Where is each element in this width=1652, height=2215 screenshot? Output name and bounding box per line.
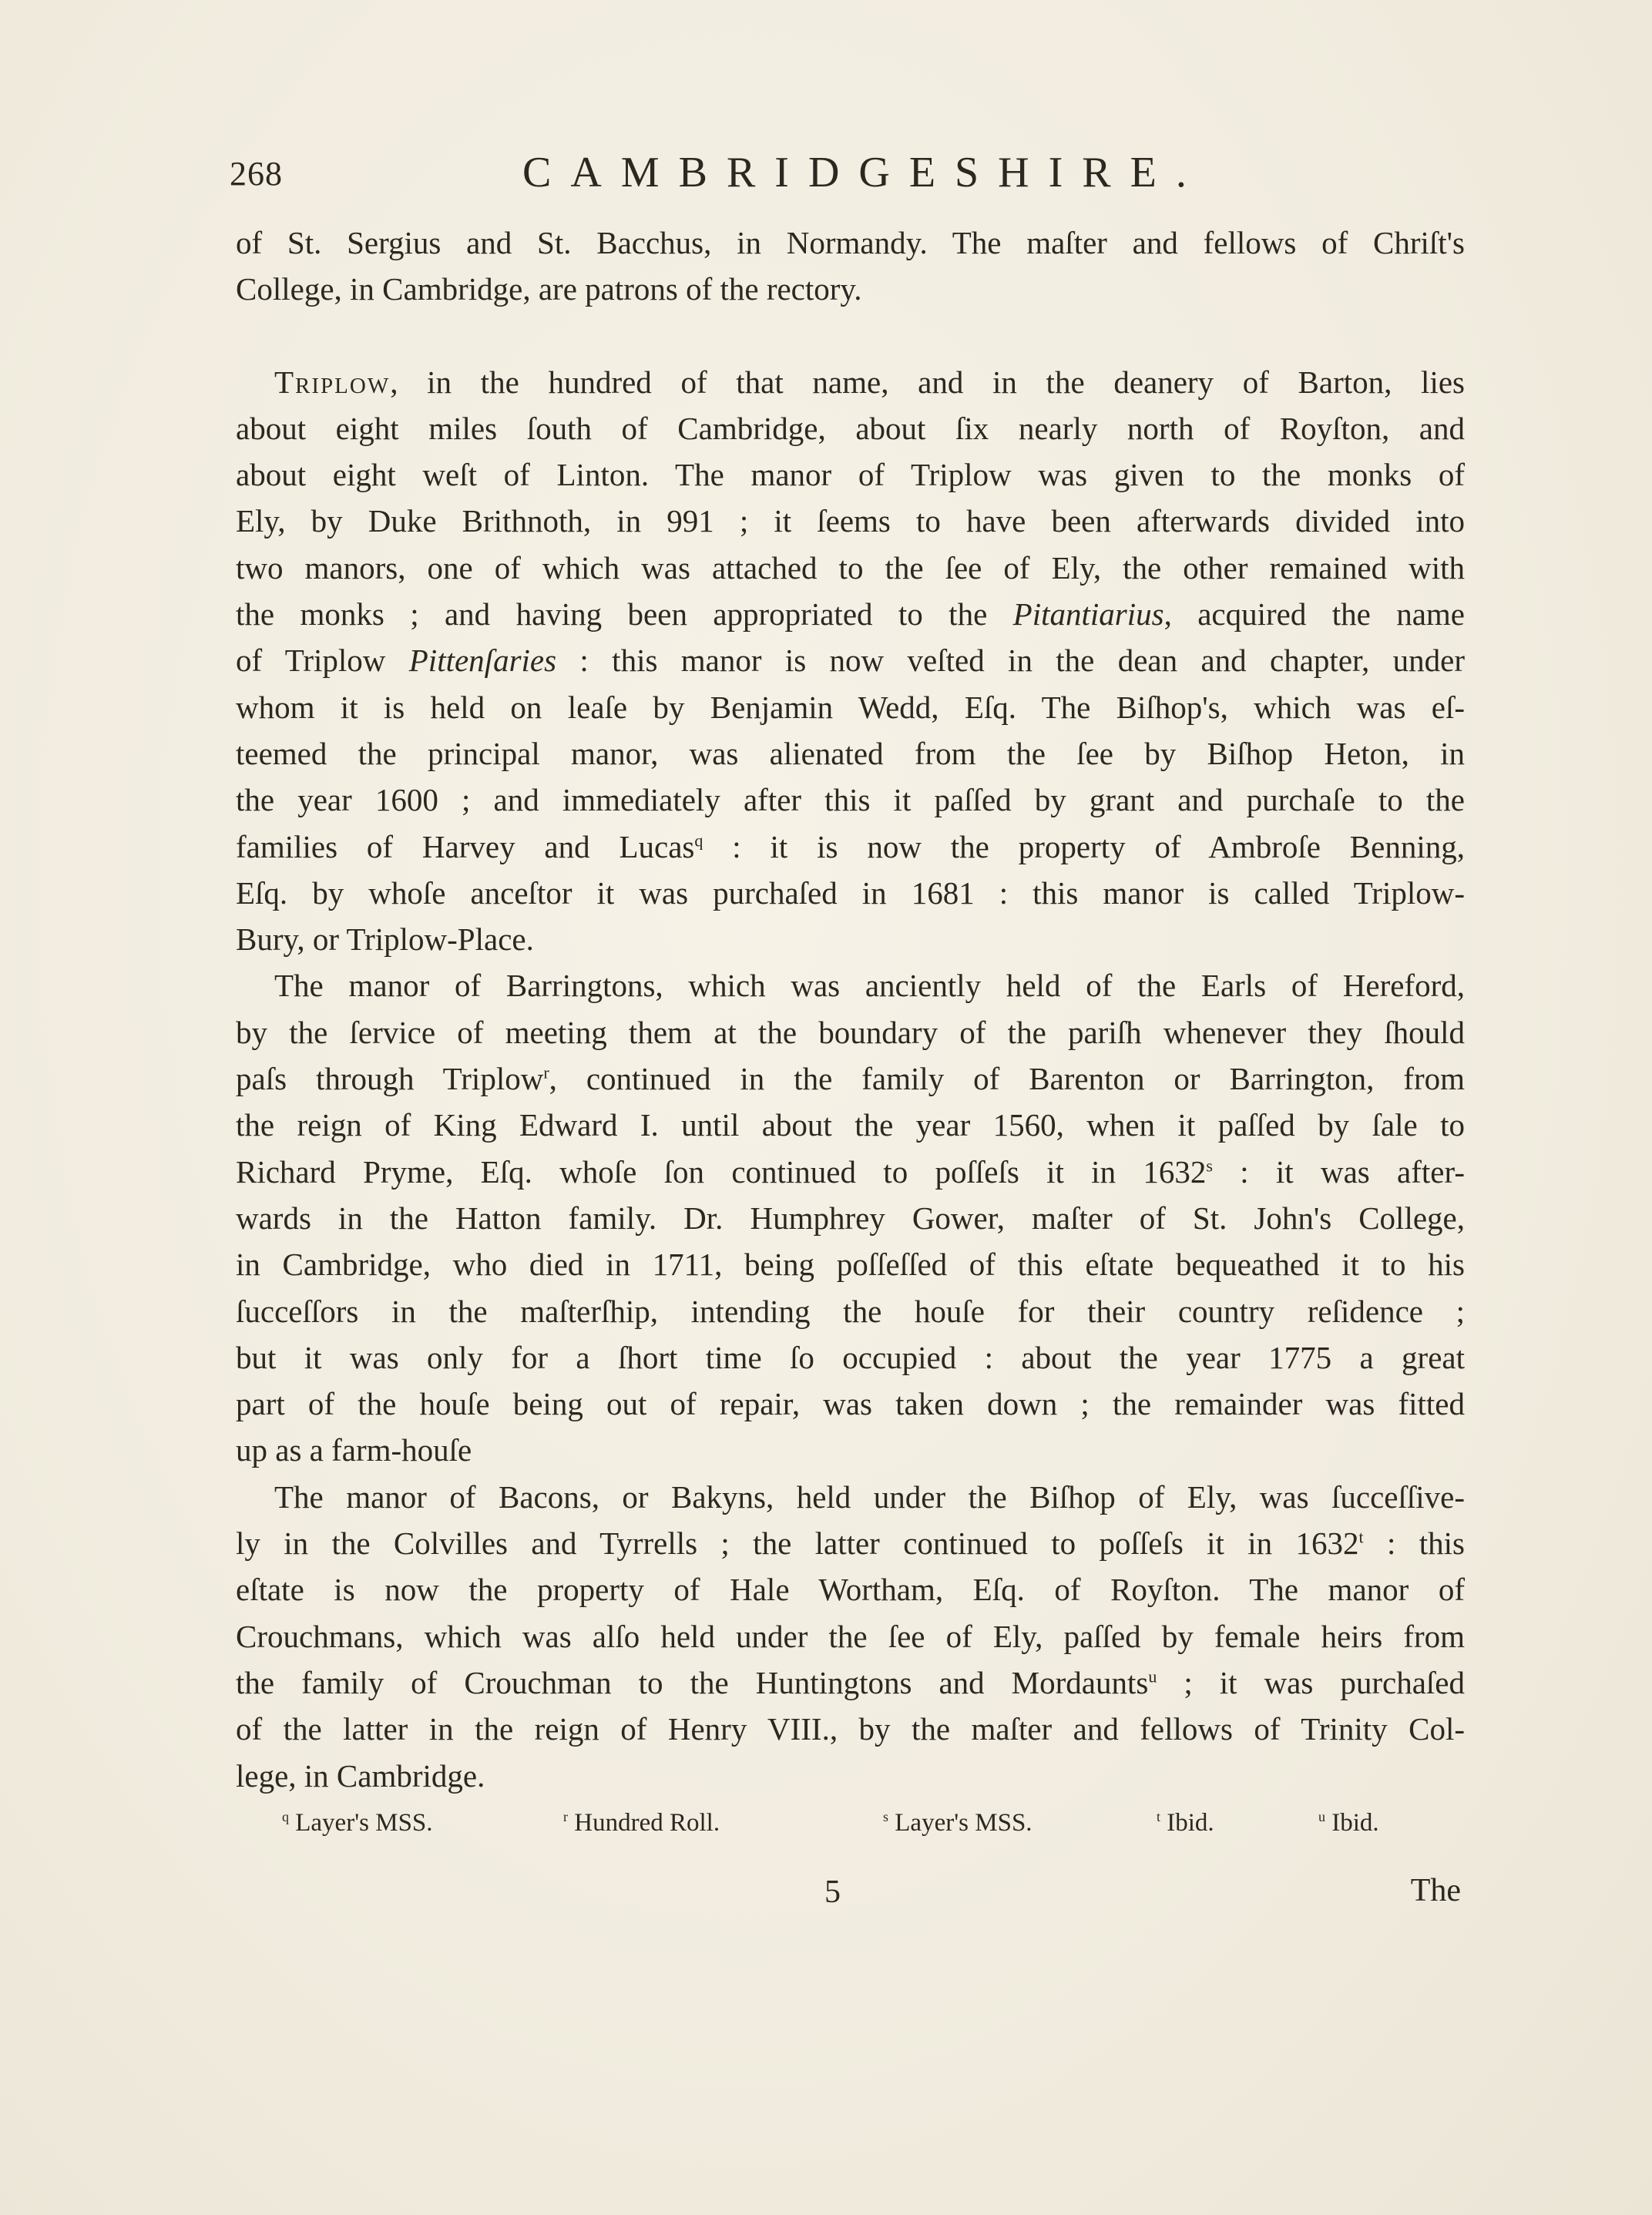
text-line: wards in the Hatton family. Dr. Humphrey Gower, maſter of St. John's College, <box>236 1200 1465 1236</box>
text-fragment: : it is now the property of Ambroſe Benning, <box>703 828 1465 864</box>
footnote-mark: u <box>1318 1809 1325 1824</box>
text-fragment: the monks ; and having been appropriated to the <box>236 596 1013 633</box>
text-fragment: : this <box>1363 1525 1465 1562</box>
text-fragment: , in the hundred of that name, and in the deanery of Barton, lies <box>390 364 1465 400</box>
text-line: lege, in Cambridge. <box>236 1757 485 1794</box>
text-line: The manor of Barringtons, which was anciently held of the Earls of Hereford, <box>274 968 1465 1004</box>
text-line <box>236 824 1465 870</box>
text-line <box>236 1520 1465 1566</box>
footnote-mark: t <box>1157 1809 1161 1824</box>
text-line <box>236 1149 1465 1195</box>
text-line: of St. Sergius and St. Bacchus, in Normandy. The maſter and fellows of Chriſt's <box>236 225 1465 260</box>
text-fragment: ; it was purchaſed <box>1157 1664 1466 1700</box>
text-fragment: paſs through Triplow <box>236 1061 544 1097</box>
text-fragment: , continued in the family of Barenton or Barrington, from <box>549 1061 1465 1097</box>
text-line <box>236 637 1465 683</box>
footnote-text: Ibid. <box>1160 1809 1214 1837</box>
text-fragment: : this manor is now veſted in the dean and chapter, under <box>556 643 1465 679</box>
place-name-triplow: Triplow <box>274 364 391 400</box>
text-line: in Cambridge, who died in 1711, being poſſeſſed of this eſtate bequeathed it to his <box>236 1247 1465 1283</box>
running-head: CAMBRIDGESHIRE. <box>522 149 1206 196</box>
footnote-text: Layer's MSS. <box>888 1809 1032 1837</box>
text-line: up as a farm-houſe <box>236 1432 472 1468</box>
text-fragment: ly in the Colvilles and Tyrrells ; the latter continued to poſſeſs it in 1632 <box>236 1525 1359 1562</box>
footnotes <box>236 1809 1465 1848</box>
text-line: teemed the principal manor, was alienated from the ſee by Biſhop Heton, in <box>236 735 1465 771</box>
footnote-ref: r <box>543 1062 549 1082</box>
text-line: Eſq. by whoſe anceſtor it was purchaſed in 1681 : this manor is called Triplow- <box>236 874 1465 911</box>
text-fragment: : it was after- <box>1212 1153 1465 1190</box>
footnote-ref: s <box>1206 1155 1213 1175</box>
text-line: The manor of Bacons, or Bakyns, held under the Biſhop of Ely, was ſucceſſive- <box>274 1478 1465 1515</box>
footnote-mark: q <box>282 1809 289 1824</box>
text-fragment: of Triplow <box>236 643 409 679</box>
text-line: ſucceſſors in the maſterſhip, intending the houſe for their country reſidence ; <box>236 1293 1465 1329</box>
paragraph-gap <box>236 313 1465 359</box>
footnote-s <box>883 1809 1032 1837</box>
text-line: Bury, or Triplow-Place. <box>236 921 534 958</box>
text-line: eſtate is now the property of Hale Wortham, Eſq. of Royſton. The manor of <box>236 1572 1465 1608</box>
text-line: the year 1600 ; and immediately after this it paſſed by grant and purchaſe to the <box>236 782 1465 818</box>
footnote-text: Hundred Roll. <box>568 1809 720 1837</box>
footnote-ref: u <box>1148 1666 1157 1686</box>
footnote-ref: t <box>1358 1527 1364 1547</box>
text-line <box>236 1055 1465 1102</box>
footnote-text: Ibid. <box>1325 1809 1379 1837</box>
footnote-t <box>1157 1809 1214 1837</box>
text-line <box>236 591 1465 637</box>
text-line: but it was only for a ſhort time ſo occupied : about the year 1775 a great <box>236 1339 1465 1375</box>
page-header <box>230 148 1409 202</box>
text-line: about eight miles ſouth of Cambridge, about ſix nearly north of Royſton, and <box>236 410 1465 446</box>
footnote-mark: s <box>883 1809 889 1824</box>
text-fragment: Richard Pryme, Eſq. whoſe ſon continued to poſſeſs it in 1632 <box>236 1153 1207 1190</box>
footnote-q <box>282 1809 433 1837</box>
text-line: the reign of King Edward I. until about the year 1560, when it paſſed by ſale to <box>236 1107 1465 1143</box>
footnote-u <box>1318 1809 1379 1837</box>
body-text <box>236 220 1465 1799</box>
italic-term: Pitantiarius <box>1012 596 1164 633</box>
footnote-mark: r <box>563 1809 568 1824</box>
text-line <box>236 1660 1465 1706</box>
text-fragment: the family of Crouchman to the Huntingtons and Mordaunts <box>236 1664 1149 1700</box>
catchword: The <box>1410 1873 1461 1908</box>
signature-mark: 5 <box>824 1874 841 1910</box>
page-number: 268 <box>230 155 283 193</box>
text-line: two manors, one of which was attached to the ſee of Ely, the other remained with <box>236 549 1465 586</box>
footnote-text: Layer's MSS. <box>289 1809 433 1837</box>
text-line: part of the houſe being out of repair, was taken down ; the remainder was fitted <box>236 1386 1465 1422</box>
text-line: by the ſervice of meeting them at the boundary of the pariſh whenever they ſhould <box>236 1014 1465 1050</box>
text-fragment: , acquired the name <box>1163 596 1466 633</box>
text-fragment: families of Harvey and Lucas <box>236 828 695 864</box>
text-line: of the latter in the reign of Henry VIII., by the maſter and fellows of Trinity Col- <box>236 1711 1465 1747</box>
text-line: Ely, by Duke Brithnoth, in 991 ; it ſeems to have been afterwards divided into <box>236 503 1465 539</box>
footnote-ref: q <box>694 830 703 850</box>
footnote-r <box>563 1809 720 1837</box>
text-line: Crouchmans, which was alſo held under the ſee of Ely, paſſed by female heirs from <box>236 1618 1465 1654</box>
italic-term: Pittenſaries <box>408 643 557 679</box>
text-line: whom it is held on leaſe by Benjamin Wedd, Eſq. The Biſhop's, which was eſ- <box>236 689 1465 725</box>
text-line: College, in Cambridge, are patrons of the rectory. <box>236 271 862 307</box>
text-line <box>236 359 1465 405</box>
text-line: about eight weſt of Linton. The manor of Triplow was given to the monks of <box>236 457 1465 493</box>
